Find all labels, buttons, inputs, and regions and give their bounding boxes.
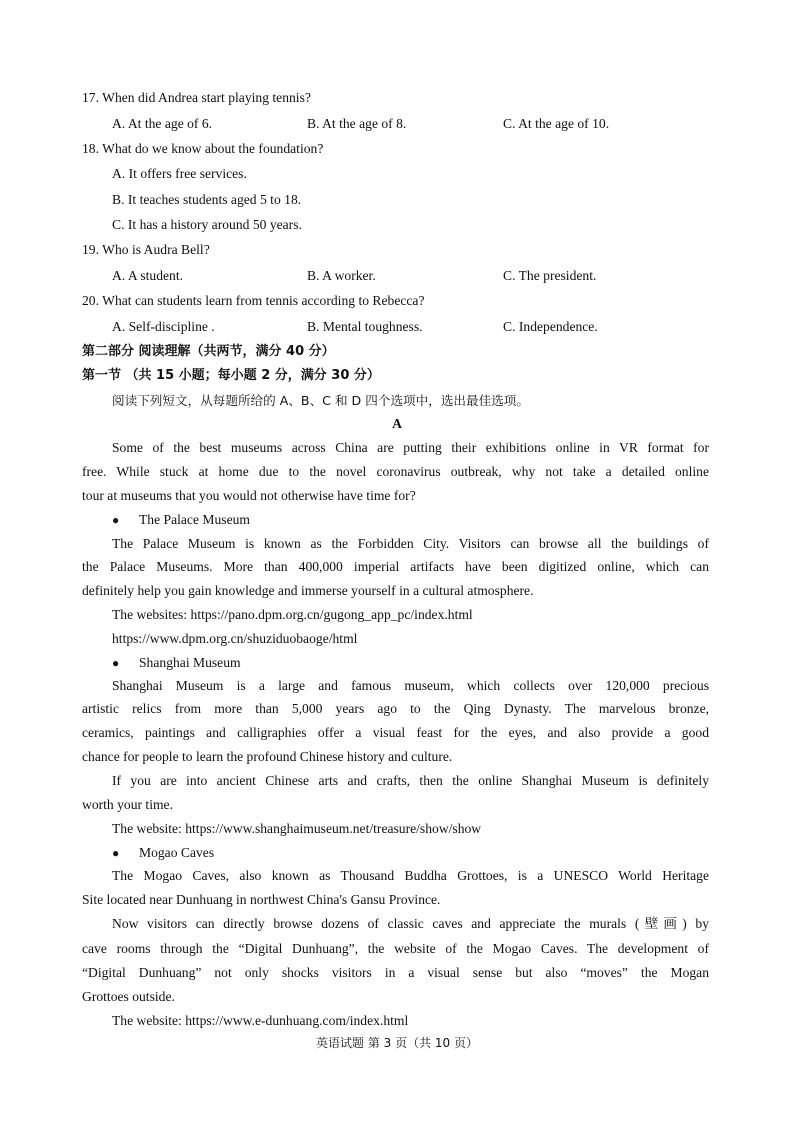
mogao-website: The website: https://www.e-dunhuang.com/index.html <box>112 1013 409 1028</box>
question-19-option-c: C. The president. <box>503 268 597 283</box>
question-17-stem: 17. When did Andrea start playing tennis? <box>82 90 311 105</box>
reading-instruction: 阅读下列短文，从每题所给的 A、B、C 和 D 四个选项中，选出最佳选项。 <box>112 393 529 408</box>
shanghai-line-2: artistic relics from more than 5,000 years ago to the Qing Dynasty. The marvelous bronze, <box>82 701 709 716</box>
shanghai-line-3: ceramics, paintings and calligraphies offer a visual feast for the eyes, and also provide a good <box>82 725 709 740</box>
mogao-line-6: Grottoes outside. <box>82 989 175 1004</box>
intro-line-3: tour at museums that you would not otherwise have time for? <box>82 488 416 503</box>
palace-line-3: definitely help you gain knowledge and immerse yourself in a cultural atmosphere. <box>82 583 534 598</box>
palace-line-2: the Palace Museums. More than 400,000 imperial artifacts have been digitized online, which can <box>82 559 709 574</box>
question-18-option-b: B. It teaches students aged 5 to 18. <box>112 192 302 207</box>
passage-letter: A <box>392 416 402 431</box>
intro-line-1: Some of the best museums across China are putting their exhibitions online in VR format for <box>112 440 709 455</box>
question-17-option-c: C. At the age of 10. <box>503 116 610 131</box>
bullet-icon: ● <box>112 656 120 670</box>
mogao-line-1: The Mogao Caves, also known as Thousand Buddha Grottoes, is a UNESCO World Heritage <box>112 868 709 883</box>
palace-websites-2: https://www.dpm.org.cn/shuziduobaoge/html <box>112 631 358 646</box>
question-19-option-a: A. A student. <box>112 268 183 283</box>
mogao-line-4: cave rooms through the “Digital Dunhuang”, the website of the Mogao Caves. The development of <box>82 941 709 956</box>
palace-line-1: The Palace Museum is known as the Forbidden City. Visitors can browse all the buildings of <box>112 536 709 551</box>
shanghai-line-4: chance for people to learn the profound Chinese history and culture. <box>82 749 453 764</box>
question-19-stem: 19. Who is Audra Bell? <box>82 242 210 257</box>
question-18-option-a: A. It offers free services. <box>112 166 247 181</box>
mogao-line-2: Site located near Dunhuang in northwest China's Gansu Province. <box>82 892 441 907</box>
page-footer: 英语试题 第 3 页（共 10 页） <box>316 1036 478 1050</box>
shanghai-line-1: Shanghai Museum is a large and famous museum, which collects over 120,000 precious <box>112 678 709 693</box>
question-17-option-b: B. At the age of 8. <box>307 116 407 131</box>
bullet-icon: ● <box>112 846 120 860</box>
question-20-option-a: A. Self-discipline . <box>112 319 215 334</box>
part2-heading: 第二部分 阅读理解（共两节，满分 40 分） <box>82 344 335 359</box>
question-20-option-b: B. Mental toughness. <box>307 319 423 334</box>
intro-line-2: free. While stuck at home due to the novel coronavirus outbreak, why not take a detailed online <box>82 464 709 479</box>
section1-heading: 第一节 （共 15 小题；每小题 2 分，满分 30 分） <box>82 368 380 383</box>
museum-name-palace: The Palace Museum <box>139 512 250 527</box>
question-17-option-a: A. At the age of 6. <box>112 116 213 131</box>
question-18-option-c: C. It has a history around 50 years. <box>112 217 302 232</box>
question-20-stem: 20. What can students learn from tennis according to Rebecca? <box>82 293 425 308</box>
shanghai-line-5: If you are into ancient Chinese arts and crafts, then the online Shanghai Museum is definitely <box>112 773 709 788</box>
palace-websites-1: The websites: https://pano.dpm.org.cn/gugong_app_pc/index.html <box>112 607 473 622</box>
shanghai-line-6: worth your time. <box>82 797 173 812</box>
museum-name-shanghai: Shanghai Museum <box>139 655 241 670</box>
mogao-line-5: “Digital Dunhuang” not only shocks visitors in a visual sense but also “moves” the Mogan <box>82 965 709 980</box>
question-19-option-b: B. A worker. <box>307 268 376 283</box>
question-20-option-c: C. Independence. <box>503 319 598 334</box>
shanghai-website: The website: https://www.shanghaimuseum.net/treasure/show/show <box>112 821 482 836</box>
mogao-line-3: Now visitors can directly browse dozens of classic caves and appreciate the murals (壁画) by <box>112 916 709 931</box>
bullet-icon: ● <box>112 513 120 527</box>
museum-name-mogao: Mogao Caves <box>139 845 215 860</box>
question-18-stem: 18. What do we know about the foundation? <box>82 141 324 156</box>
